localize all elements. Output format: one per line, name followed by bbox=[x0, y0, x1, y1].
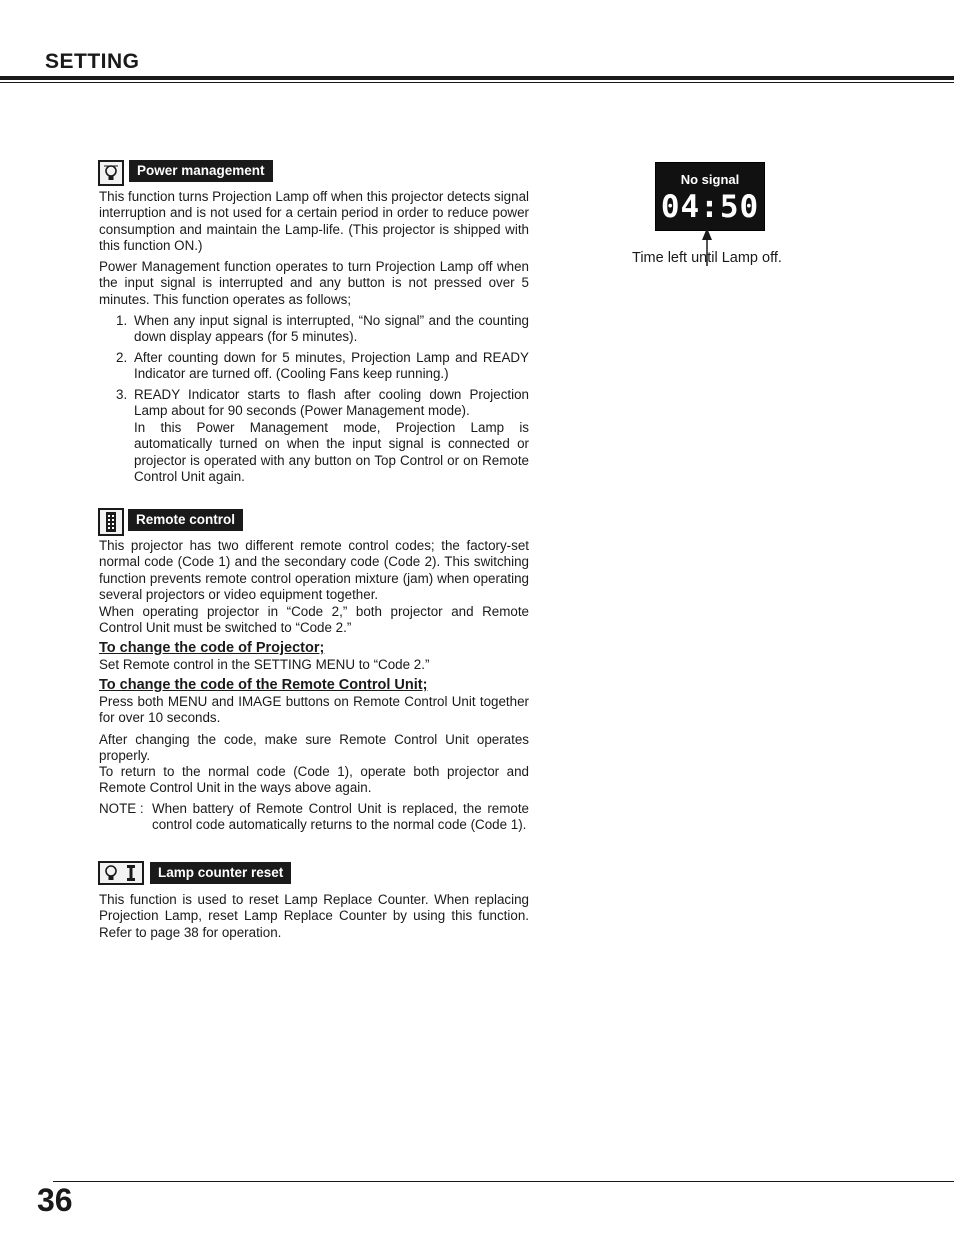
header-rule bbox=[0, 76, 954, 80]
list-text: READY Indicator starts to flash after cooling down Projection Lamp about for 90 seconds (Power Management mode). bbox=[134, 387, 529, 419]
projector-code-instruction: Set Remote control in the SETTING MENU to “Code 2.” bbox=[99, 657, 430, 672]
remote-code-return: To return to the normal code (Code 1), operate both projector and Remote Control Unit in the ways above again. bbox=[99, 764, 529, 796]
note-label: NOTE : bbox=[99, 801, 144, 816]
power-management-description: Power Management function operates to turn Projection Lamp off when the input signal is interrupted and any button is not pressed over 5 minutes. This function operates as follows; bbox=[99, 259, 529, 307]
list-item bbox=[116, 350, 529, 383]
countdown-timer: 04:50 bbox=[660, 189, 760, 225]
no-signal-label: No signal bbox=[680, 172, 740, 187]
no-signal-display bbox=[655, 162, 765, 231]
display-caption: Time left until Lamp off. bbox=[632, 250, 782, 266]
lamp-counter-reset-heading: Lamp counter reset bbox=[150, 862, 291, 884]
remote-code-instruction: Press both MENU and IMAGE buttons on Remote Control Unit together for over 10 seconds. bbox=[99, 694, 529, 726]
list-number: 1. bbox=[116, 313, 128, 328]
power-management-mode-note: In this Power Management mode, Projection Lamp is automatically turned on when the input signal is connected or projector is operated with any button on Top Control or on Remote Control Unit again. bbox=[134, 420, 529, 485]
list-number: 3. bbox=[116, 387, 128, 402]
lamp-reset-icon bbox=[98, 861, 144, 885]
page-section-title: SETTING bbox=[45, 50, 140, 73]
lamp-counter-description: This function is used to reset Lamp Replace Counter. When replacing Projection Lamp, reset Lamp Replace Counter by using this function. Refer to page 38 for operation. bbox=[99, 892, 529, 940]
remote-control-icon bbox=[98, 508, 124, 536]
page-number: 36 bbox=[37, 1182, 73, 1218]
footer-rule bbox=[53, 1181, 954, 1182]
power-management-heading: Power management bbox=[129, 160, 273, 182]
projector-code-subheading: To change the code of Projector; bbox=[99, 640, 325, 656]
list-text: When any input signal is interrupted, “No signal” and the counting down display appears (for 5 minutes). bbox=[134, 313, 529, 345]
remote-control-code2-note: When operating projector in “Code 2,” both projector and Remote Control Unit must be switched to “Code 2.” bbox=[99, 604, 529, 636]
list-text: After counting down for 5 minutes, Projection Lamp and READY Indicator are turned off. (Cooling Fans keep running.) bbox=[134, 350, 529, 382]
remote-code-subheading: To change the code of the Remote Control Unit; bbox=[99, 677, 428, 693]
remote-code-verify: After changing the code, make sure Remote Control Unit operates properly. bbox=[99, 732, 529, 764]
note-text: When battery of Remote Control Unit is replaced, the remote control code automatically returns to the normal code (Code 1). bbox=[152, 801, 529, 833]
lamp-icon bbox=[98, 160, 124, 186]
list-item bbox=[116, 313, 529, 346]
list-number: 2. bbox=[116, 350, 128, 365]
header-rule-thin bbox=[0, 82, 954, 83]
remote-control-intro: This projector has two different remote control codes; the factory-set normal code (Code 1) and the secondary code (Code 2). This switching function prevents remote control operation mixture (jam) when operating several projectors or video equipment together. bbox=[99, 538, 529, 603]
power-management-intro: This function turns Projection Lamp off when this projector detects signal interruption and is not used for a certain period in order to reduce power consumption and maintain the Lamp-life. (This projector is shipped with this function ON.) bbox=[99, 189, 529, 254]
list-item bbox=[116, 387, 529, 420]
remote-control-heading: Remote control bbox=[128, 509, 243, 531]
battery-note bbox=[99, 801, 529, 834]
